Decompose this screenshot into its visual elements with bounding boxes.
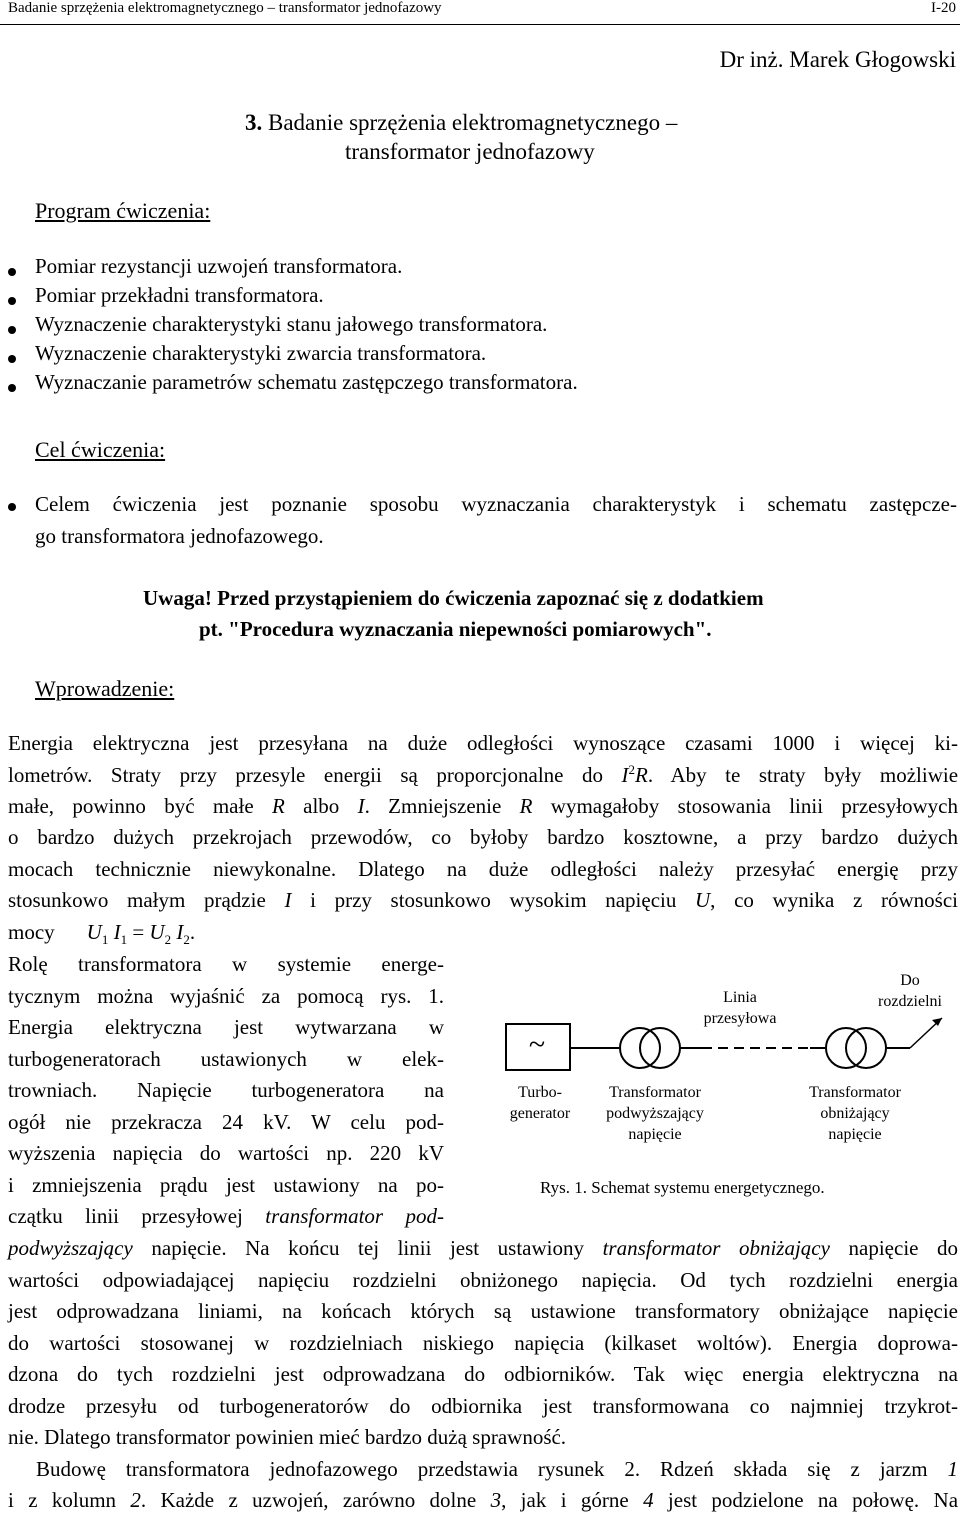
figure-caption: Rys. 1. Schemat systemu energetycznego. — [540, 1178, 825, 1197]
paragraph-line: Budowę transformatora jednofazowego przedstawia rysunek 2. Rdzeń składa się z jarzm 1 — [36, 1457, 958, 1481]
bullet-icon — [8, 297, 16, 305]
paragraph-line: do wartości stosowanej w rozdzielniach niskiego napięcia (kilkaset woltów). Energia doprowa- — [8, 1331, 958, 1355]
intro-heading: Wprowadzenie: — [35, 676, 175, 701]
alternating-current-icon: ~ — [528, 1028, 546, 1061]
bullet-icon — [8, 384, 16, 392]
paragraph-line: czątku linii przesyłowej transformator pod- — [8, 1204, 444, 1228]
program-item: Wyznaczenie charakterystyki zwarcia transformatora. — [35, 341, 487, 365]
goal-heading: Cel ćwiczenia: — [35, 437, 166, 462]
program-heading: Program ćwiczenia: — [35, 198, 211, 223]
bullet-icon — [8, 326, 16, 334]
paragraph-line: małe, powinno być małe R albo I. Zmniejszenie R wymagałoby stosowania linii przesyłowych — [8, 794, 958, 818]
goal-line2: go transformatora jednofazowego. — [35, 524, 324, 548]
paragraph-line: i zmniejszenia prądu jest ustawiony na po- — [8, 1173, 444, 1197]
section-title-line1 — [245, 110, 677, 136]
arrow-icon — [932, 1018, 942, 1026]
paragraph-line: wartości odpowiadającej napięciu rozdzielni obniżonego napięcia. Od tych rozdzielni energia — [8, 1268, 958, 1292]
paragraph-line: nie. Dlatego transformator powinien mieć bardzo dużą sprawność. — [8, 1425, 567, 1449]
paragraph-line: wyższenia napięcia do wartości np. 220 kV — [8, 1141, 444, 1165]
paragraph-line: trowniach. Napięcie turbogeneratora na — [8, 1078, 444, 1102]
program-item: Pomiar przekładni transformatora. — [35, 283, 324, 307]
paragraph-line: Energia elektryczna jest przesyłana na duże odległości wynoszące czasami 1000 i więcej ki- — [8, 731, 958, 755]
section-number: 3. — [245, 110, 263, 135]
paragraph-line: stosunkowo małym prądzie I i przy stosunkowo wysokim napięciu U, co wynika z równości — [8, 888, 958, 912]
paragraph-line: Energia elektryczna jest wytwarzana w — [8, 1015, 444, 1039]
paragraph-line: Rolę transformatora w systemie energe- — [8, 952, 444, 976]
paragraph-line: o bardzo dużych przekrojach przewodów, co byłoby bardzo kosztowne, a przy bardzo dużych — [8, 825, 958, 849]
running-header-title: Badanie sprzężenia elektromagnetycznego – transformator jednofazowy — [8, 0, 442, 16]
step-down-transformer-label: Transformator obniżający napięcie — [809, 1084, 901, 1143]
distribution-label: Do rozdzielni — [878, 972, 942, 1010]
running-header-page: I-20 — [931, 0, 956, 16]
section-title-text: Badanie sprzężenia elektromagnetycznego – — [268, 110, 678, 135]
bullet-icon — [8, 355, 16, 363]
paragraph-line: turbogeneratorach ustawionych w elek- — [8, 1047, 444, 1071]
paragraph-line: drodze przesyłu od turbogeneratorów do odbiornika jest transformowana co najmniej trzykrot- — [8, 1394, 958, 1418]
goal-line1: Celem ćwiczenia jest poznanie sposobu wyznaczania charakterystyk i schematu zastępcze- — [35, 492, 957, 516]
power-equation: mocy $U_1$ $I_1 = U_2$ $I_2$. — [8, 920, 196, 948]
paragraph-line: jest odprowadzana liniami, na końcach których są ustawione transformatory obniżające napięcie — [8, 1299, 958, 1323]
program-item: Wyznaczenie charakterystyki stanu jałowego transformatora. — [35, 312, 548, 336]
energy-system-figure — [480, 960, 960, 1210]
paragraph-line: tycznym można wyjaśnić za pomocą rys. 1. — [8, 984, 444, 1008]
paragraph-line: dzona do tych rozdzielni jest odprowadzana do odbiorników. Tak więc energia elektryczna na — [8, 1362, 958, 1386]
program-item: Pomiar rezystancji uzwojeń transformatora. — [35, 254, 403, 278]
paragraph-line: ogół nie przekracza 24 kV. W celu pod- — [8, 1110, 444, 1134]
program-item: Wyznaczanie parametrów schematu zastępczego transformatora. — [35, 370, 578, 394]
paragraph-line: mocach technicznie niewykonalne. Dlatego na duże odległości należy przesyłać energię przy — [8, 857, 958, 881]
paragraph-line: lometrów. Straty przy przesyle energii są proporcjonalne do $I^2R$. Aby te straty były możliwie — [8, 762, 959, 787]
author: Dr inż. Marek Głogowski — [719, 47, 956, 72]
bullet-icon — [8, 268, 16, 276]
section-title-line2: transformator jednofazowy — [345, 139, 595, 164]
step-up-transformer-label: Transformator podwyższający napięcie — [606, 1084, 704, 1143]
turbogenerator-label: Turbo- generator — [509, 1084, 571, 1122]
note-line1: Uwaga! Przed przystąpieniem do ćwiczenia zapoznać się z dodatkiem — [143, 586, 764, 610]
step-down-transformer-symbol — [826, 1028, 886, 1068]
paragraph-line: podwyższający napięcie. Na końcu tej linii jest ustawiony transformator obniżający napięcie do — [8, 1236, 959, 1260]
step-up-transformer-symbol — [620, 1028, 680, 1068]
bullet-icon — [8, 503, 16, 511]
paragraph-line: i z kolumn 2. Każde z uzwojeń, zarówno dolne 3, jak i górne 4 jest podzielone na połowę. Na — [8, 1488, 959, 1512]
transmission-line-label: Linia przesyłowa — [703, 989, 777, 1027]
header-rule — [0, 24, 960, 25]
note-line2: pt. "Procedura wyznaczania niepewności pomiarowych". — [199, 617, 712, 641]
